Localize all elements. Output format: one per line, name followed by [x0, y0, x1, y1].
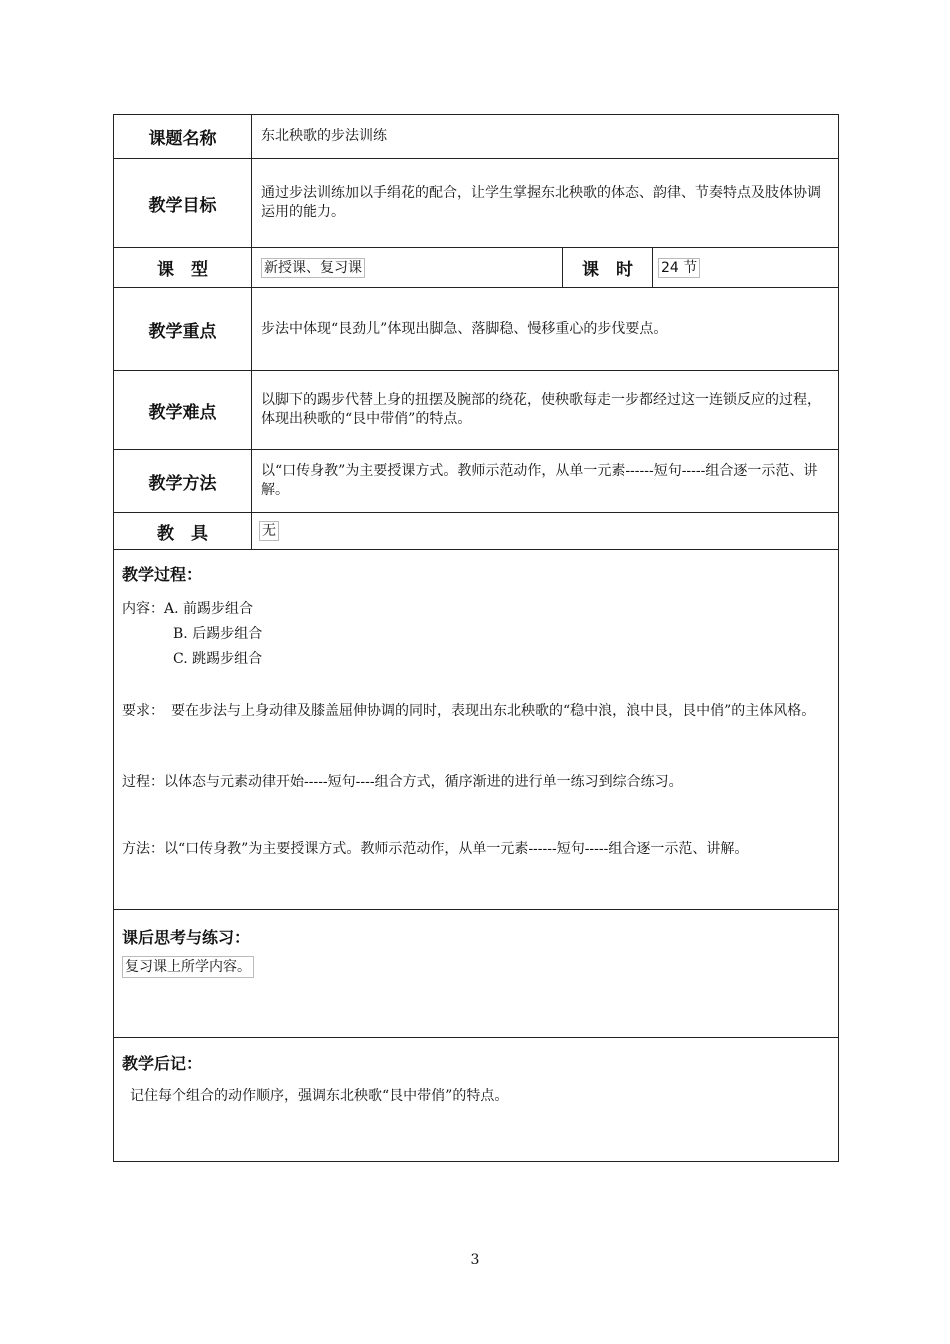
class-hours-unit: 节 [683, 259, 698, 276]
content-item-b: B. 后踢步组合 [173, 626, 263, 642]
row-teaching-tools [114, 513, 839, 550]
row-homework [114, 910, 839, 1038]
content-item-c: C. 跳踢步组合 [173, 651, 263, 667]
row-teaching-goal [114, 159, 839, 248]
notes-heading: 教学后记： [122, 1054, 203, 1073]
row-teaching-method [114, 450, 839, 513]
requirement-text: 要求： 要在步法与上身动律及膝盖屈伸协调的同时，表现出东北秧歌的“稳中浪，浪中艮，艮中俏”的主体风格。 [122, 703, 816, 719]
teaching-method-value: 以“口传身教”为主要授课方式。教师示范动作，从单一元素------短句-----组合逐一示范、讲解。 [252, 450, 839, 513]
teaching-tools-label: 教 具 [114, 513, 252, 550]
teaching-focus-label: 教学重点 [114, 288, 252, 371]
teaching-goal-label: 教学目标 [114, 159, 252, 248]
row-lesson-type [114, 248, 839, 288]
row-course-name [114, 115, 839, 159]
homework-text: 复习课上所学内容。 [122, 956, 254, 978]
teaching-process-cell [114, 550, 839, 910]
teaching-goal-value: 通过步法训练加以手绢花的配合，让学生掌握东北秧歌的体态、韵律、节奏特点及肢体协调运用的能力。 [252, 159, 839, 248]
row-teaching-focus [114, 288, 839, 371]
content-item-a: A. 前踢步组合 [164, 601, 254, 617]
teaching-focus-value: 步法中体现“艮劲儿”体现出脚急、落脚稳、慢移重心的步伐要点。 [252, 288, 839, 371]
lesson-plan-table [113, 114, 839, 1162]
teaching-difficulty-value: 以脚下的踢步代替上身的扭摆及腕部的绕花，使秧歌每走一步都经过这一连锁反应的过程，体现出秧歌的“艮中带俏”的特点。 [252, 371, 839, 450]
class-hours-value [658, 258, 700, 278]
procedure-text: 过程：以体态与元素动律开始-----短句----组合方式，循序渐进的进行单一练习到综合练习。 [122, 774, 683, 790]
notes-text: 记住每个组合的动作顺序，强调东北秧歌“艮中带俏”的特点。 [130, 1088, 509, 1104]
teaching-method-label: 教学方法 [114, 450, 252, 513]
teaching-difficulty-label: 教学难点 [114, 371, 252, 450]
content-prefix: 内容： [122, 601, 164, 617]
course-name-value: 东北秧歌的步法训练 [252, 115, 839, 159]
row-notes [114, 1038, 839, 1162]
row-teaching-process [114, 550, 839, 910]
lesson-type-label: 课 型 [114, 248, 252, 288]
method-text: 方法：以“口传身教”为主要授课方式。教师示范动作，从单一元素------短句-----组合逐一示范、讲解。 [122, 841, 749, 857]
notes-cell [114, 1038, 839, 1162]
class-hours-cell [653, 248, 839, 288]
row-teaching-difficulty [114, 371, 839, 450]
class-hours-label: 课 时 [563, 248, 653, 288]
class-hours-number: 24 [661, 259, 679, 276]
teaching-tools-cell [252, 513, 839, 550]
homework-cell [114, 910, 839, 1038]
course-name-label: 课题名称 [114, 115, 252, 159]
page-number: 3 [470, 1252, 480, 1268]
content-item [122, 597, 830, 622]
teaching-tools-value: 无 [259, 521, 279, 541]
homework-heading: 课后思考与练习： [122, 928, 251, 947]
teaching-process-heading: 教学过程： [122, 565, 203, 584]
lesson-type-value: 新授课、复习课 [261, 258, 365, 278]
lesson-type-cell [252, 248, 563, 288]
